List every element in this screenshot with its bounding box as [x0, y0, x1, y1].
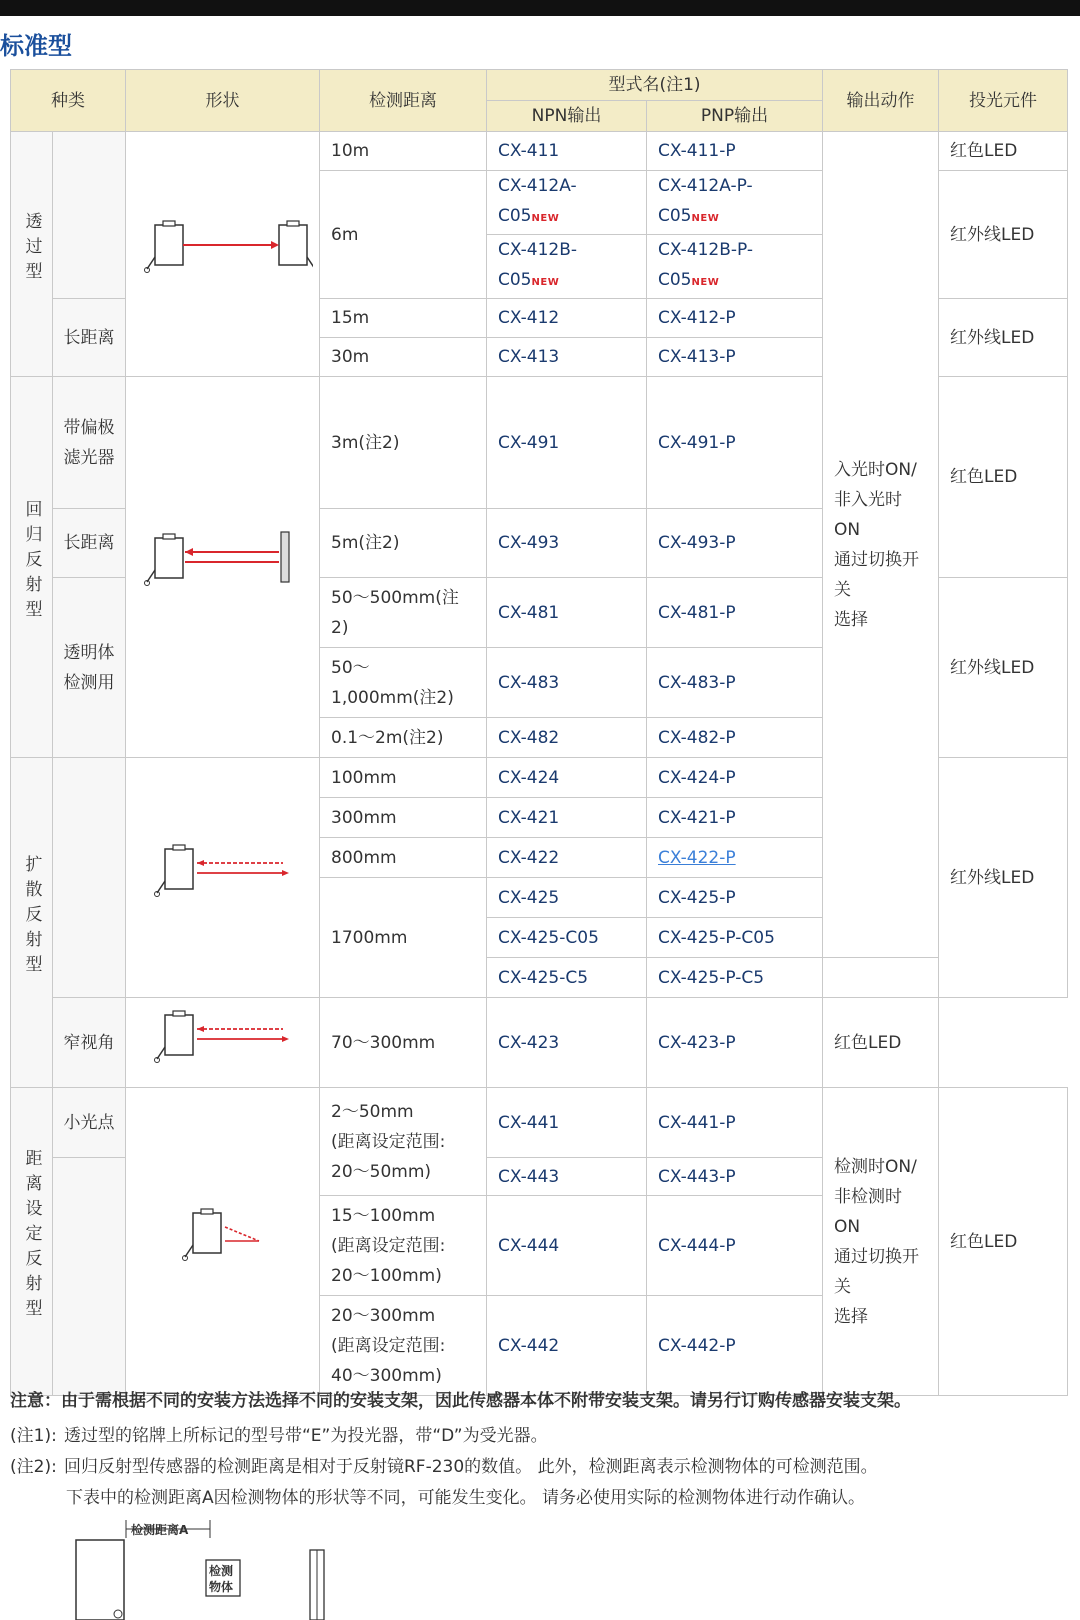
pnp-model: CX-491-P [647, 377, 823, 509]
diagram-object-label-1: 检测 [209, 1564, 234, 1578]
npn-model: CX-425-C5 [487, 958, 647, 998]
emitter-cell: 红色LED [823, 998, 939, 1088]
subcategory-transparent: 透明体检测用 [53, 578, 126, 758]
subcategory-empty [53, 758, 126, 998]
caution-note: 注意：由于需根据不同的安装方法选择不同的安装支架，因此传感器本体不附带安装支架。请另行订购传感器安装支架。 [10, 1391, 911, 1411]
distance-cell: 50～1,000mm(注2) [320, 648, 487, 718]
header-pnp: PNP输出 [647, 101, 823, 132]
pnp-model: CX-421-P [647, 798, 823, 838]
section-heading: 标准型 [0, 32, 72, 60]
notes [10, 1386, 911, 1514]
note-2: (注2): 回归反射型传感器的检测距离是相对于反射镜RF-230的数值。 此外，检测距离表示检测物体的可检测范围。 [10, 1457, 878, 1477]
pnp-model: CX-481-P [647, 578, 823, 648]
header-shape: 形状 [126, 70, 320, 132]
subcategory-empty [53, 1158, 126, 1396]
distance-cell: 15～100mm (距离设定范围: 20～100mm) [320, 1196, 487, 1296]
pnp-model: CX-493-P [647, 509, 823, 578]
npn-model: CX-443 [487, 1158, 647, 1196]
header-distance: 检测距离 [320, 70, 487, 132]
npn-model: CX-493 [487, 509, 647, 578]
shape-diffuse-reflective [126, 758, 320, 998]
category-retro: 回归反射型 [11, 377, 53, 758]
note-2-continued: 下表中的检测距离A因检测物体的形状等不同，可能发生变化。 请务必使用实际的检测物体进行动作确认。 [66, 1488, 866, 1508]
distance-cell: 70～300mm [320, 998, 487, 1088]
pnp-model: CX-412-P [647, 299, 823, 338]
category-distance-setting: 距离设定反射型 [11, 1088, 53, 1396]
distance-cell: 6m [320, 171, 487, 299]
npn-model: CX-425-C05 [487, 918, 647, 958]
emitter-cell: 红外线LED [939, 299, 1068, 377]
category-thru: 透过型 [11, 132, 53, 377]
distance-cell: 100mm [320, 758, 487, 798]
shape-thru-beam [126, 132, 320, 377]
shape-distance-setting [126, 1088, 320, 1396]
npn-model: CX-421 [487, 798, 647, 838]
subcategory-polarized: 带偏极滤光器 [53, 377, 126, 509]
npn-model: CX-441 [487, 1088, 647, 1158]
distance-cell: 5m(注2) [320, 509, 487, 578]
pnp-model: CX-443-P [647, 1158, 823, 1196]
distance-cell: 0.1～2m(注2) [320, 718, 487, 758]
distance-cell: 30m [320, 338, 487, 377]
pnp-model: CX-441-P [647, 1088, 823, 1158]
pnp-model: CX-411-P [647, 132, 823, 171]
header-emitter: 投光元件 [939, 70, 1068, 132]
diagram-distance-label: 检测距离A [131, 1523, 189, 1537]
header-output: 输出动作 [823, 70, 939, 132]
npn-model: CX-423 [487, 998, 647, 1088]
subcategory-small-spot: 小光点 [53, 1088, 126, 1158]
new-badge: NEW [531, 213, 560, 224]
npn-model: CX-444 [487, 1196, 647, 1296]
pnp-model: CX-482-P [647, 718, 823, 758]
distance-cell: 50～500mm(注2) [320, 578, 487, 648]
pnp-model: CX-442-P [647, 1296, 823, 1396]
distance-cell: 10m [320, 132, 487, 171]
distance-cell: 800mm [320, 838, 487, 878]
distance-cell: 20～300mm (距离设定范围: 40～300mm) [320, 1296, 487, 1396]
emitter-cell: 红外线LED [939, 758, 1068, 998]
distance-cell: 300mm [320, 798, 487, 838]
pnp-model: CX-424-P [647, 758, 823, 798]
new-badge: NEW [531, 277, 560, 288]
output-action-1: 入光时ON/ 非入光时 ON 通过切换开 关 选择 [823, 132, 939, 958]
distance-cell: 15m [320, 299, 487, 338]
npn-model: CX-491 [487, 377, 647, 509]
distance-cell: 1700mm [320, 878, 487, 998]
pnp-model: CX-412A-P-C05NEW [647, 171, 823, 235]
npn-model: CX-412A-C05NEW [487, 171, 647, 235]
npn-model: CX-483 [487, 648, 647, 718]
top-bar [0, 0, 1080, 16]
subcategory-long-range: 长距离 [53, 299, 126, 377]
npn-model: CX-482 [487, 718, 647, 758]
npn-model: CX-412B-C05NEW [487, 235, 647, 299]
pnp-model: CX-425-P-C05 [647, 918, 823, 958]
spec-table [10, 69, 1068, 1396]
header-kind: 种类 [11, 70, 126, 132]
npn-model: CX-442 [487, 1296, 647, 1396]
npn-model: CX-425 [487, 878, 647, 918]
shape-retro-reflective [126, 377, 320, 758]
pnp-model: CX-483-P [647, 648, 823, 718]
pnp-model: CX-425-P-C5 [647, 958, 823, 998]
pnp-model: CX-412B-P-C05NEW [647, 235, 823, 299]
shape-narrow-angle [126, 998, 320, 1088]
npn-model: CX-412 [487, 299, 647, 338]
output-action-2: 检测时ON/ 非检测时 ON 通过切换开 关 选择 [823, 1088, 939, 1396]
pnp-model: CX-444-P [647, 1196, 823, 1296]
detection-distance-diagram [60, 1518, 360, 1620]
header-model-group: 型式名(注1) [487, 70, 823, 101]
pnp-model: CX-425-P [647, 878, 823, 918]
note-1: (注1): 透过型的铭牌上所标记的型号带“E”为投光器，带“D”为受光器。 [10, 1426, 548, 1446]
emitter-cell: 红色LED [939, 1088, 1068, 1396]
emitter-cell: 红外线LED [939, 171, 1068, 299]
header-npn: NPN输出 [487, 101, 647, 132]
subcategory-narrow-angle: 窄视角 [53, 998, 126, 1088]
subcategory-empty [53, 132, 126, 299]
distance-cell: 2～50mm (距离设定范围: 20～50mm) [320, 1088, 487, 1196]
distance-cell: 3m(注2) [320, 377, 487, 509]
emitter-cell: 红色LED [939, 377, 1068, 578]
npn-model: CX-481 [487, 578, 647, 648]
pnp-model: CX-423-P [647, 998, 823, 1088]
diagram-object-label-2: 物体 [209, 1580, 234, 1594]
pnp-model-link[interactable]: CX-422-P [647, 838, 823, 878]
new-badge: NEW [691, 213, 720, 224]
emitter-cell: 红色LED [939, 132, 1068, 171]
npn-model: CX-422 [487, 838, 647, 878]
npn-model: CX-411 [487, 132, 647, 171]
npn-model: CX-413 [487, 338, 647, 377]
subcategory-long-range: 长距离 [53, 509, 126, 578]
category-diffuse: 扩散反射型 [11, 758, 53, 1088]
npn-model: CX-424 [487, 758, 647, 798]
pnp-model: CX-413-P [647, 338, 823, 377]
new-badge: NEW [691, 277, 720, 288]
emitter-cell: 红外线LED [939, 578, 1068, 758]
